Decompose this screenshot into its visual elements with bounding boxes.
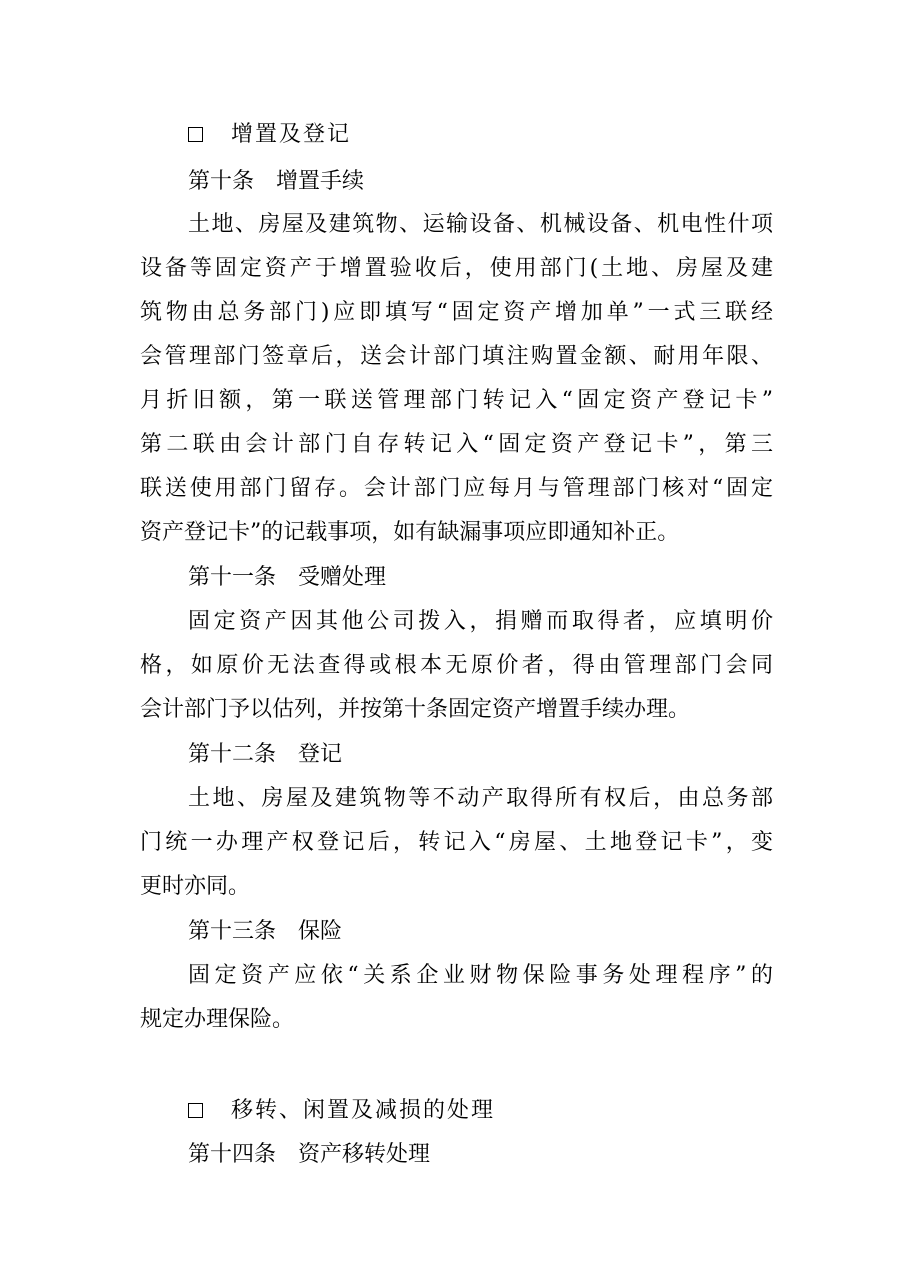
paragraph-line: 筑物由总务部门)应即填写“固定资产增加单”一式三联经 [140,300,773,325]
paragraph-line: 规定办理保险。 [140,1007,295,1032]
paragraph-line: 固定资产应依“关系企业财物保险事务处理程序”的 [188,963,773,988]
paragraph-line: 联送使用部门留存。会计部门应每月与管理部门核对“固定 [140,476,773,501]
paragraph-line: 资产登记卡”的记载事项，如有缺漏事项应即通知补正。 [140,520,680,545]
article-title: 第十一条 受赠处理 [188,565,387,590]
checkbox-square-icon [188,127,203,142]
paragraph-line: 更时亦同。 [140,874,251,899]
paragraph-line: 会管理部门签章后，送会计部门填注购置金额、耐用年限、 [140,344,773,369]
article-title: 第十条 增置手续 [188,169,365,194]
article-title: 第十二条 登记 [188,742,343,767]
paragraph-line: 固定资产因其他公司拨入，捐赠而取得者，应填明价 [188,609,773,634]
paragraph-line: 土地、房屋及建筑物等不动产取得所有权后，由总务部 [188,786,773,811]
checkbox-square-icon [188,1103,203,1118]
paragraph-line: 门统一办理产权登记后，转记入“房屋、土地登记卡”，变 [140,830,773,855]
paragraph-line: 设备等固定资产于增置验收后，使用部门(土地、房屋及建 [140,256,773,281]
article-title: 第十四条 资产移转处理 [188,1142,431,1167]
paragraph-line: 第二联由会计部门自存转记入“固定资产登记卡”，第三 [140,432,773,457]
paragraph-line: 会计部门予以估列，并按第十条固定资产增置手续办理。 [140,697,691,722]
article-title: 第十三条 保险 [188,919,343,944]
paragraph-line: 格，如原价无法查得或根本无原价者，得由管理部门会同 [140,653,773,678]
section-heading: 增置及登记 [188,120,351,150]
paragraph-line: 土地、房屋及建筑物、运输设备、机械设备、机电性什项 [188,212,773,237]
paragraph-line: 月折旧额，第一联送管理部门转记入“固定资产登记卡” [140,388,773,413]
section-heading: 移转、闲置及减损的处理 [188,1096,495,1126]
